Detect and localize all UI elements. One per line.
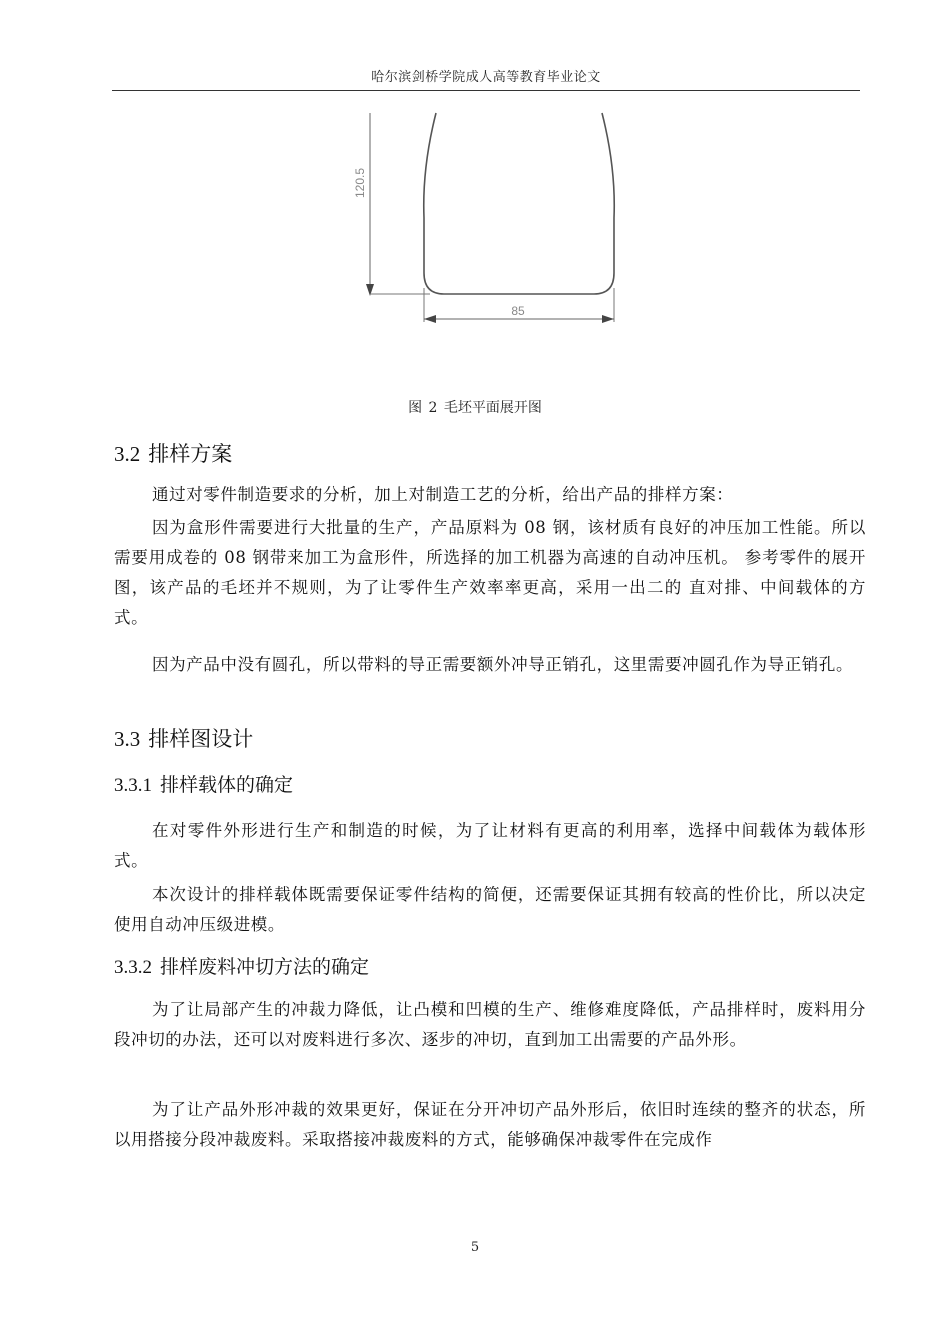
blank-flat-drawing bbox=[350, 108, 630, 328]
page-number: 5 bbox=[470, 1240, 480, 1255]
section-heading-3-3-1 bbox=[114, 770, 293, 797]
header-rule bbox=[112, 90, 860, 91]
figure-caption: 图 2 毛坯平面展开图 bbox=[408, 400, 542, 416]
width-dim-label: 85 bbox=[511, 304, 525, 318]
section-number: 3.3.2 bbox=[114, 957, 152, 978]
width-dim-arrow-left bbox=[424, 315, 436, 323]
section-number: 3.3 bbox=[114, 727, 141, 751]
paragraph: 因为产品中没有圆孔，所以带料的导正需要额外冲导正销孔，这里需要冲圆孔作为导正销孔。 bbox=[152, 655, 854, 674]
running-header: 哈尔滨剑桥学院成人高等教育毕业论文 bbox=[371, 70, 601, 85]
height-dim-label: 120.5 bbox=[353, 167, 367, 199]
paragraph: 因为盒形件需要进行大批量的生产，产品原料为 08 钢，该材质有良好的冲压加工性能。所以需要用成卷的 08 钢带来加工为盒形件，所选择的加工机器为高速的自动冲压机。 参考零件的展开图，该产品的毛坯并不规则，为了让零件生产效率率更高，采用一出二的 直对排、中间载体的方式。 bbox=[114, 518, 866, 627]
section-title: 排样方案 bbox=[148, 442, 233, 466]
paragraph: 为了让产品外形冲裁的效果更好，保证在分开冲切产品外形后，依旧时连续的整齐的状态，所以用搭接分段冲裁废料。采取搭接冲裁废料的方式，能够确保冲裁零件在完成作 bbox=[114, 1100, 866, 1149]
section-number: 3.2 bbox=[114, 442, 141, 466]
width-dim-arrow-right bbox=[602, 315, 614, 323]
section-heading-3-3-2 bbox=[114, 952, 369, 979]
section-title: 排样图设计 bbox=[148, 727, 254, 751]
paragraph: 在对零件外形进行生产和制造的时候，为了让材料有更高的利用率，选择中间载体为载体形式。 bbox=[114, 821, 866, 870]
paragraph: 为了让局部产生的冲裁力降低，让凸模和凹模的生产、维修难度降低，产品排样时，废料用分段冲切的办法，还可以对废料进行多次、逐步的冲切，直到加工出需要的产品外形。 bbox=[114, 1000, 866, 1049]
section-title: 排样载体的确定 bbox=[160, 774, 294, 796]
paragraph: 通过对零件制造要求的分析，加上对制造工艺的分析，给出产品的排样方案： bbox=[152, 485, 734, 504]
blank-outline bbox=[424, 113, 615, 294]
section-number: 3.3.1 bbox=[114, 775, 152, 796]
section-heading-3-3 bbox=[114, 723, 253, 753]
section-title: 排样废料冲切方法的确定 bbox=[160, 956, 370, 978]
section-heading-3-2 bbox=[114, 438, 232, 468]
paragraph: 本次设计的排样载体既需要保证零件结构的简便，还需要保证其拥有较高的性价比，所以决定使用自动冲压级进模。 bbox=[114, 885, 866, 934]
